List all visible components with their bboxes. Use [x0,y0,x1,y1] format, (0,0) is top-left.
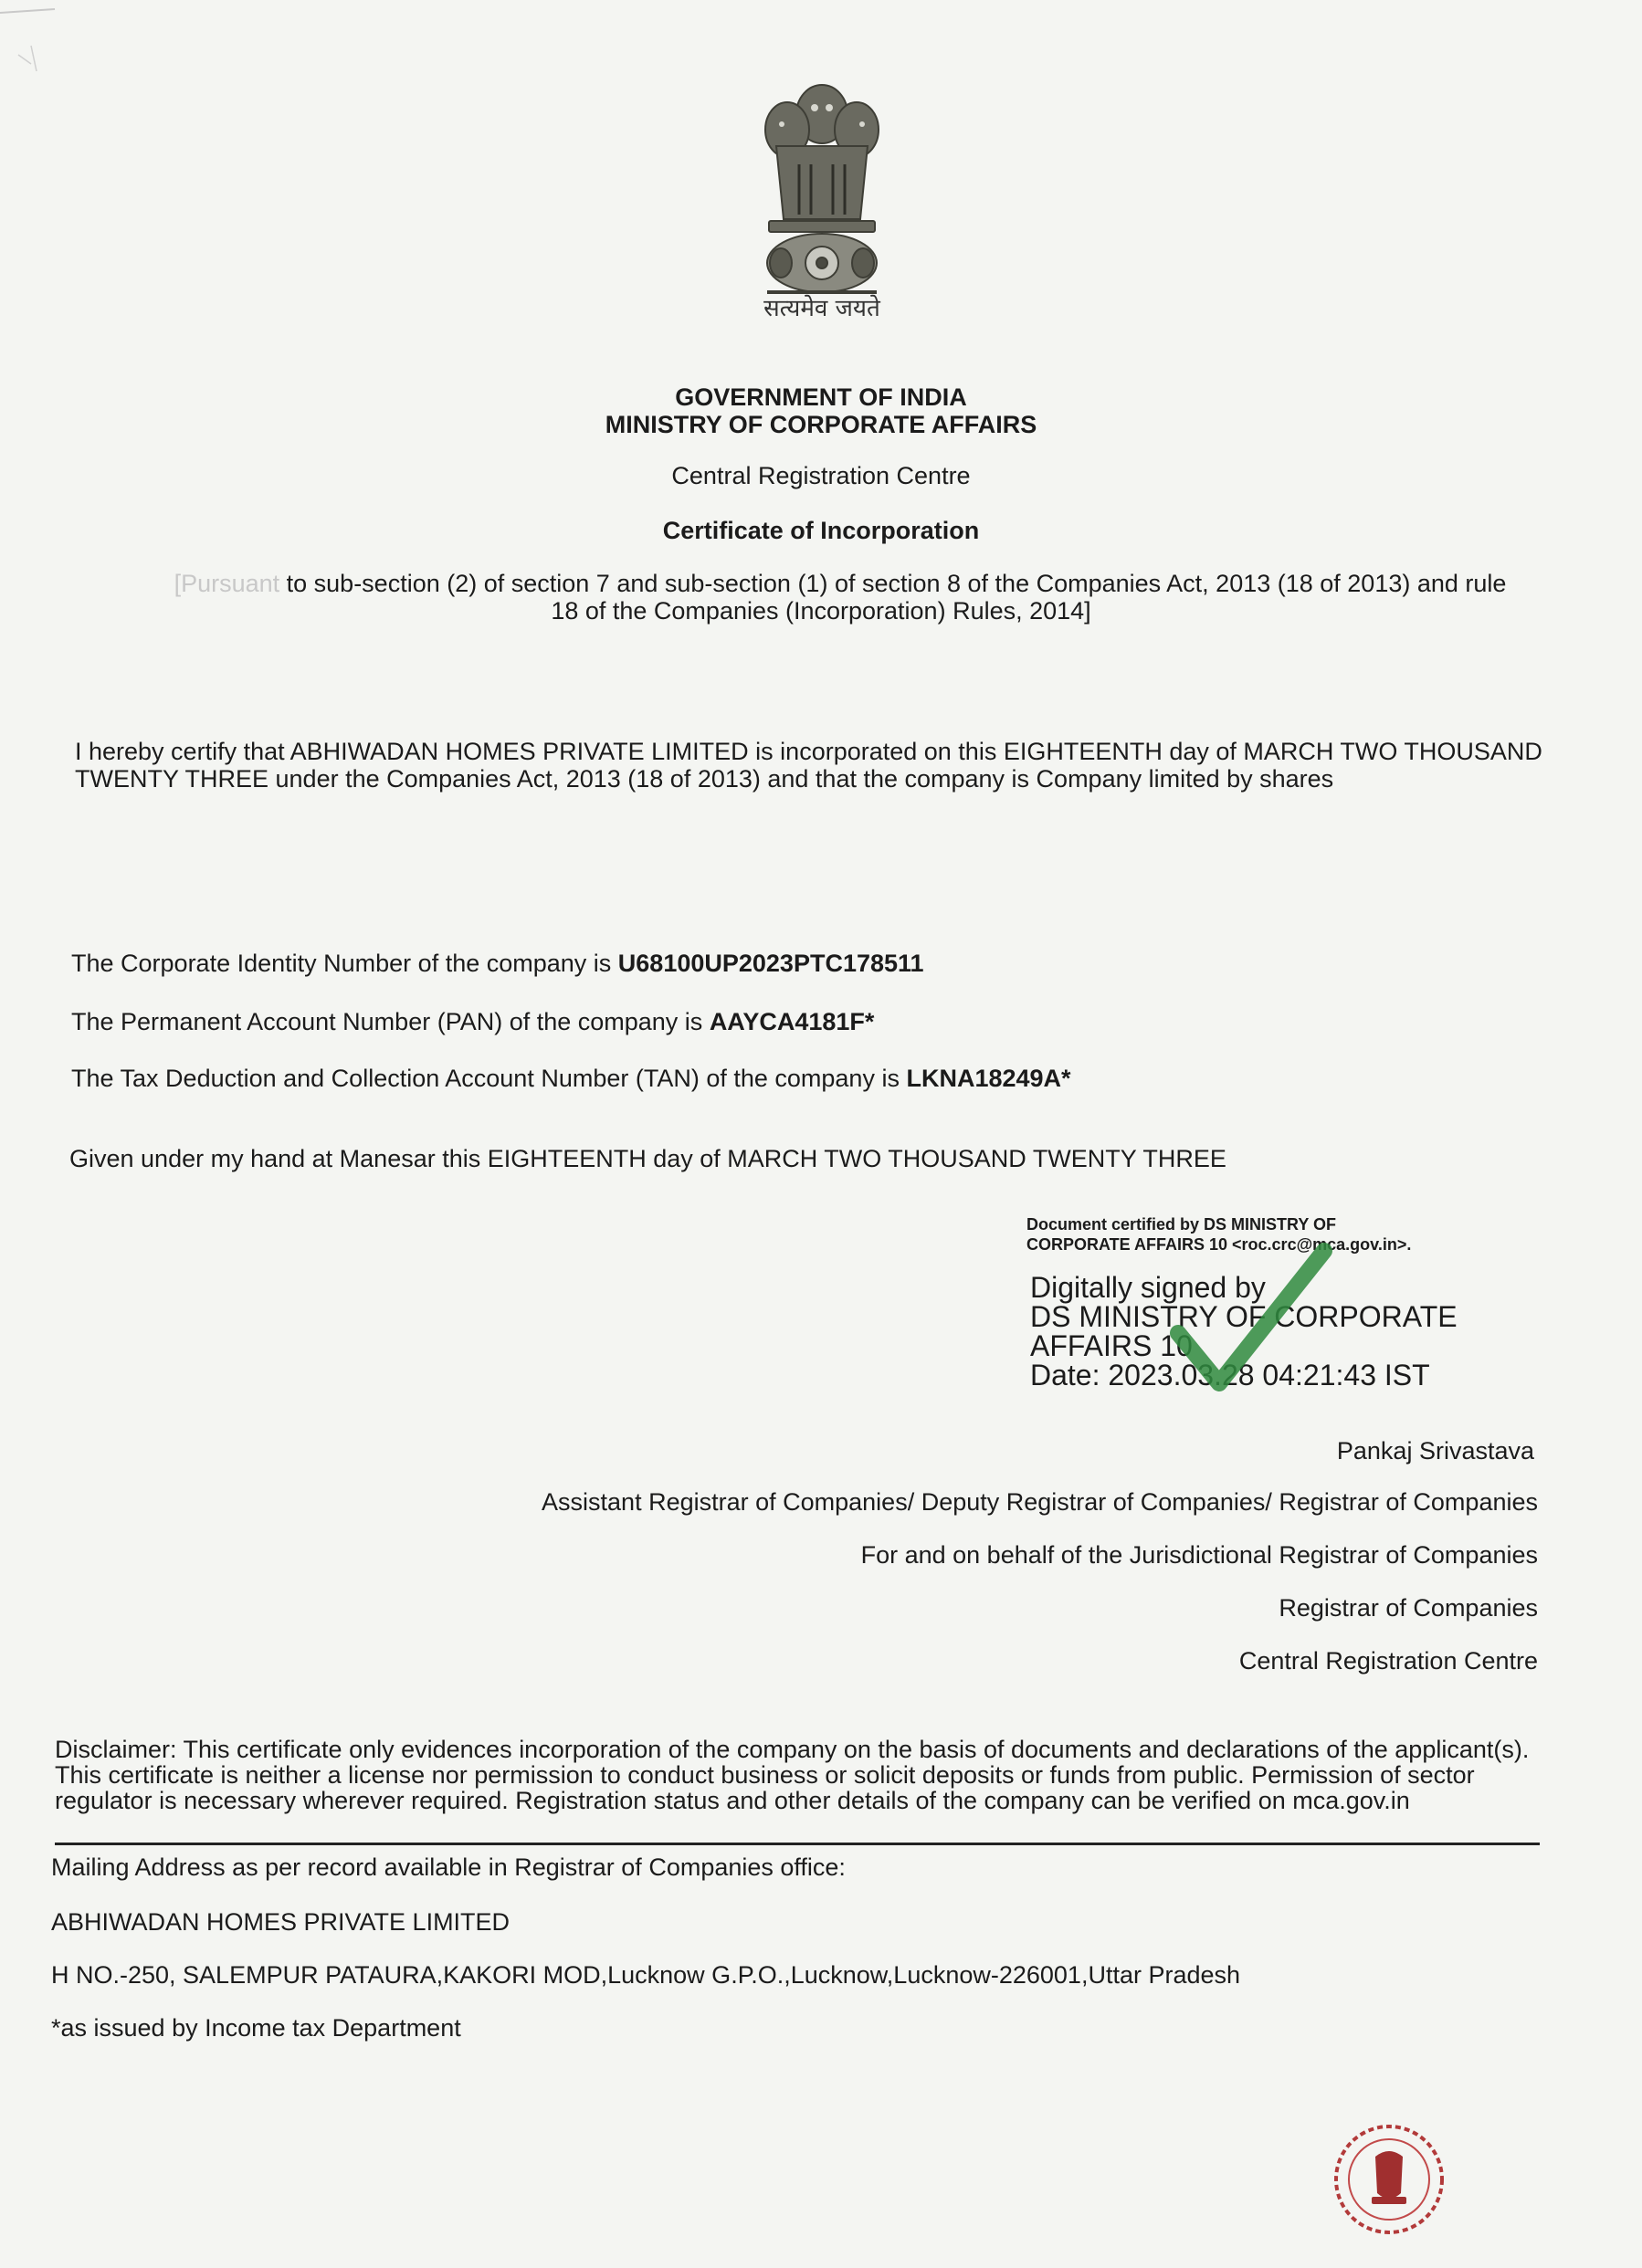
mailing-company: ABHIWADAN HOMES PRIVATE LIMITED [51,1908,510,1936]
pan-line [71,1008,874,1036]
official-seal-icon [1330,2120,1448,2239]
digital-signed-line2: DS MINISTRY OF CORPORATE [1030,1300,1458,1333]
pursuant-faded-prefix: [Pursuant [174,570,280,597]
pan-label: The Permanent Account Number (PAN) of the company is [71,1008,710,1035]
certificate-title: Certificate of Incorporation [662,517,980,544]
registration-centre: Central Registration Centre [671,462,971,489]
section-divider [55,1843,1540,1845]
mailing-heading: Mailing Address as per record available in Registrar of Companies office: [51,1853,846,1881]
tan-label: The Tax Deduction and Collection Account Number (TAN) of the company is [71,1065,907,1092]
pan-value: AAYCA4181F* [709,1008,875,1035]
pan-tan-footnote: *as issued by Income tax Department [51,2014,461,2042]
mailing-address: H NO.-250, SALEMPUR PATAURA,KAKORI MOD,Lucknow G.P.O.,Lucknow,Lucknow-226001,Uttar Pradesh [51,1961,1241,1989]
ministry-heading: MINISTRY OF CORPORATE AFFAIRS [605,411,1037,438]
tan-line [71,1065,1071,1093]
signatory-behalf: For and on behalf of the Jurisdictional Registrar of Companies [860,1541,1538,1569]
tan-value: LKNA18249A* [906,1065,1071,1092]
scan-artifact [0,0,110,82]
government-heading: GOVERNMENT OF INDIA [675,383,967,411]
pursuant-clause-line1 [128,570,1553,597]
certification-paragraph: I hereby certify that ABHIWADAN HOMES PRIVATE LIMITED is incorporated on this EIGHTEENTH day of MARCH TWO THOUSAND TWENTY THREE under the Companies Act, 2013 (18 of 2013) and that the company is Company limited by shares [75,738,1542,793]
pursuant-clause-line2: 18 of the Companies (Incorporation) Rules, 2014] [551,597,1091,625]
digital-signed-date: Date: 2023.03.28 04:21:43 IST [1030,1359,1430,1391]
doc-certified-line1: Document certified by DS MINISTRY OF [1026,1215,1337,1234]
disclaimer-text: Disclaimer: This certificate only evidences incorporation of the company on the basis of documents and declarations of the applicant(s). This certificate is neither a license nor permission to conduct business or solicit deposits or funds from public. Permission of sector regulator is necessary wherever required. Registration status and other details of the company can be verified on mca.gov.in [55,1736,1530,1814]
signatory-name: Pankaj Srivastava [1336,1437,1534,1465]
signatory-registrar: Registrar of Companies [1279,1594,1538,1622]
signatory-centre: Central Registration Centre [1238,1647,1538,1675]
state-emblem-icon [749,64,895,320]
emblem-motto: सत्यमेव जयते [763,295,880,322]
digital-signed-line3: AFFAIRS 10 [1030,1329,1193,1362]
digital-signed-line1: Digitally signed by [1030,1271,1266,1304]
cin-label: The Corporate Identity Number of the company is [71,950,618,977]
cin-line [71,950,924,978]
cin-value: U68100UP2023PTC178511 [617,950,924,977]
pursuant-line1-text: to sub-section (2) of section 7 and sub-section (1) of section 8 of the Companies Act, 2013 (18 of 2013) and rule [279,570,1507,597]
doc-certified-line2: CORPORATE AFFAIRS 10 <roc.crc@mca.gov.in>. [1026,1235,1412,1254]
signatory-title: Assistant Registrar of Companies/ Deputy Registrar of Companies/ Registrar of Companies [542,1488,1538,1516]
signature-valid-check-icon [1142,1233,1342,1397]
given-under-hand: Given under my hand at Manesar this EIGHTEENTH day of MARCH TWO THOUSAND TWENTY THREE [69,1145,1226,1172]
